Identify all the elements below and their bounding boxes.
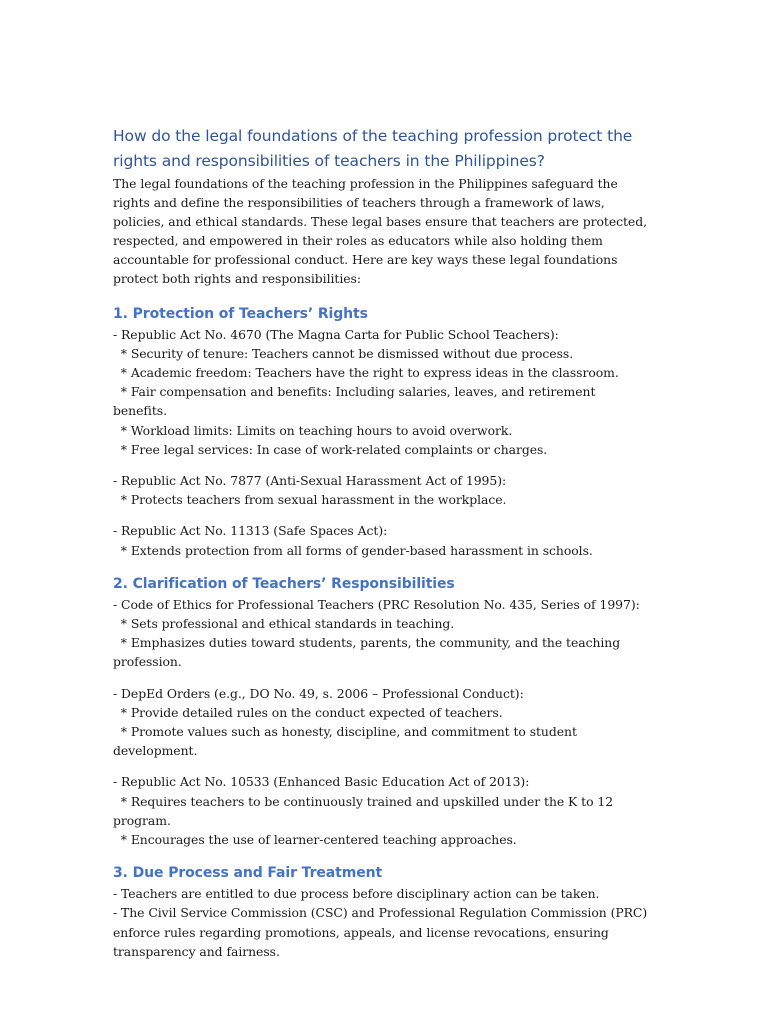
law-lead: - Republic Act No. 11313 (Safe Spaces Act): (113, 523, 388, 539)
list-item: * Encourages the use of learner-centered teaching approaches. (113, 832, 517, 848)
law-lead: - Teachers are entitled to due process before disciplinary action can be taken. (113, 886, 600, 902)
section-heading-responsibilities: 2. Clarification of Teachers’ Responsibilities (113, 575, 455, 592)
law-lead: - Republic Act No. 7877 (Anti-Sexual Harassment Act of 1995): (113, 472, 507, 488)
law-block (113, 521, 653, 559)
list-item: profession. (113, 654, 182, 670)
list-item: * Sets professional and ethical standards in teaching. (113, 616, 455, 631)
law-block (113, 884, 653, 961)
law-block (113, 772, 653, 849)
law-lead: - Republic Act No. 4670 (The Magna Carta for Public School Teachers): (113, 326, 559, 342)
section-heading-rights: 1. Protection of Teachers’ Rights (113, 305, 368, 322)
intro-paragraph: The legal foundations of the teaching profession in the Philippines safeguard the rights and define the responsibilities of teachers through a framework of laws, policies, and ethical standards. These legal bases ensure that teachers are protected, respected, and empowered in their roles as educators while also holding them accountable for professional conduct. Here are key ways these legal foundations protect both rights and responsibilities: (113, 176, 647, 287)
list-item: * Requires teachers to be continuously trained and upskilled under the K to 12 program. (113, 793, 617, 828)
law-block (113, 684, 653, 761)
list-item: transparency and fairness. (113, 943, 280, 959)
list-item: * Promote values such as honesty, discipline, and commitment to student development. (113, 724, 581, 759)
list-item: * Academic freedom: Teachers have the right to express ideas in the classroom. (113, 364, 619, 380)
law-lead: - Republic Act No. 10533 (Enhanced Basic Education Act of 2013): (113, 774, 530, 790)
law-block (113, 595, 653, 672)
document-page (113, 124, 653, 961)
list-item: * Provide detailed rules on the conduct expected of teachers. (113, 704, 503, 720)
law-lead: - DepEd Orders (e.g., DO No. 49, s. 2006 – Professional Conduct): (113, 685, 524, 701)
list-item: * Emphasizes duties toward students, parents, the community, and the teaching (113, 635, 621, 651)
section-heading-due-process: 3. Due Process and Fair Treatment (113, 865, 383, 882)
list-item: * Fair compensation and benefits: Including salaries, leaves, and retirement benefits. (113, 384, 600, 419)
list-item: * Protects teachers from sexual harassment in the workplace. (113, 492, 507, 508)
list-item: enforce rules regarding promotions, appeals, and license revocations, ensuring (113, 924, 609, 940)
law-lead: - Code of Ethics for Professional Teachers (PRC Resolution No. 435, Series of 1997): (113, 596, 640, 612)
list-item: - The Civil Service Commission (CSC) and Professional Regulation Commission (PRC) (113, 905, 648, 921)
law-block (113, 471, 653, 509)
list-item: * Free legal services: In case of work-related complaints or charges. (113, 441, 548, 457)
law-block (113, 325, 653, 459)
list-item: * Workload limits: Limits on teaching hours to avoid overwork. (113, 422, 513, 438)
list-item: * Extends protection from all forms of gender-based harassment in schools. (113, 542, 593, 558)
list-item: * Security of tenure: Teachers cannot be dismissed without due process. (113, 345, 574, 361)
document-title: How do the legal foundations of the teaching profession protect the rights and responsibilities of teachers in the Philippines? (113, 127, 633, 170)
